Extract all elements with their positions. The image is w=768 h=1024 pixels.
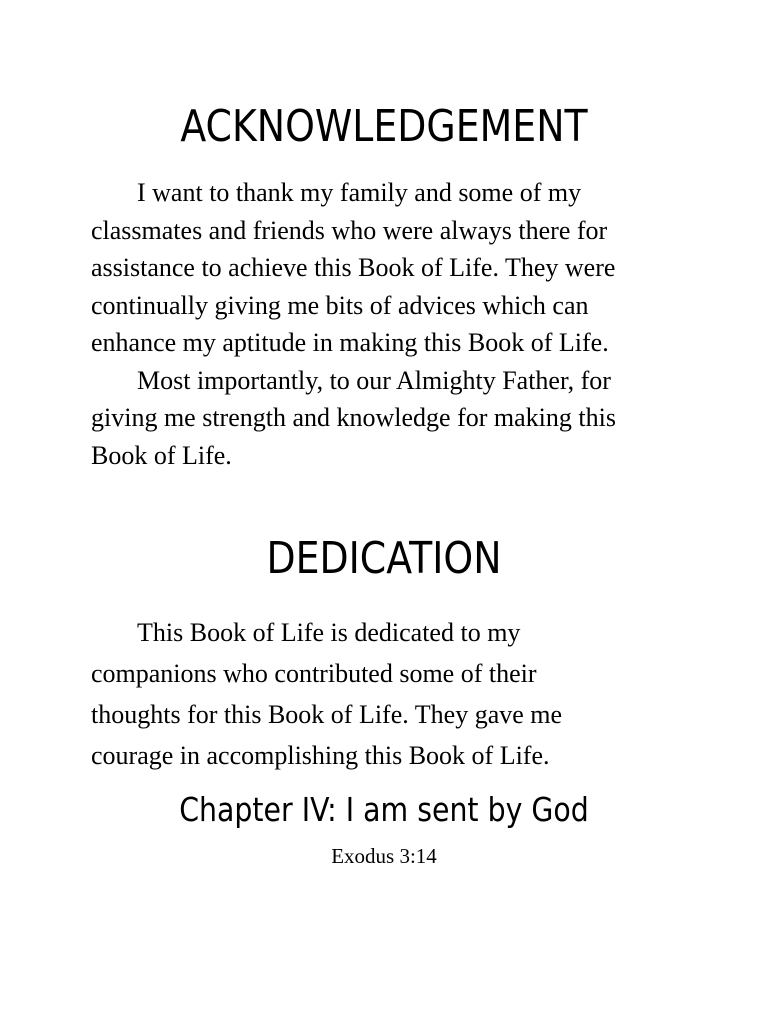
scripture-reference: Exodus 3:14 [331,844,437,868]
acknowledgement-line: Most importantly, to our Almighty Father, for [137,365,611,395]
acknowledgement-line: Book of Life. [91,440,232,470]
acknowledgement-line: classmates and friends who were always there for [91,215,608,245]
dedication-line: This Book of Life is dedicated to my [137,618,521,647]
acknowledgement-line: enhance my aptitude in making this Book of Life. [91,328,609,357]
chapter-heading: Chapter IV: I am sent by God [179,790,589,829]
acknowledgement-line: assistance to achieve this Book of Life. They were [91,253,616,282]
dedication-text [91,612,681,776]
dedication-line: thoughts for this Book of Life. They gave me [91,700,563,729]
acknowledgement-line: I want to thank my family and some of my [137,178,582,207]
acknowledgement-heading: ACKNOWLEDGEMENT [180,101,588,152]
acknowledgement-text [91,174,681,474]
dedication-line: courage in accomplishing this Book of Life. [91,741,550,770]
dedication-heading: DEDICATION [266,533,502,584]
dedication-line: companions who contributed some of their [91,659,537,688]
acknowledgement-line: continually giving me bits of advices which can [91,290,589,320]
acknowledgement-line: giving me strength and knowledge for making this [91,403,616,432]
